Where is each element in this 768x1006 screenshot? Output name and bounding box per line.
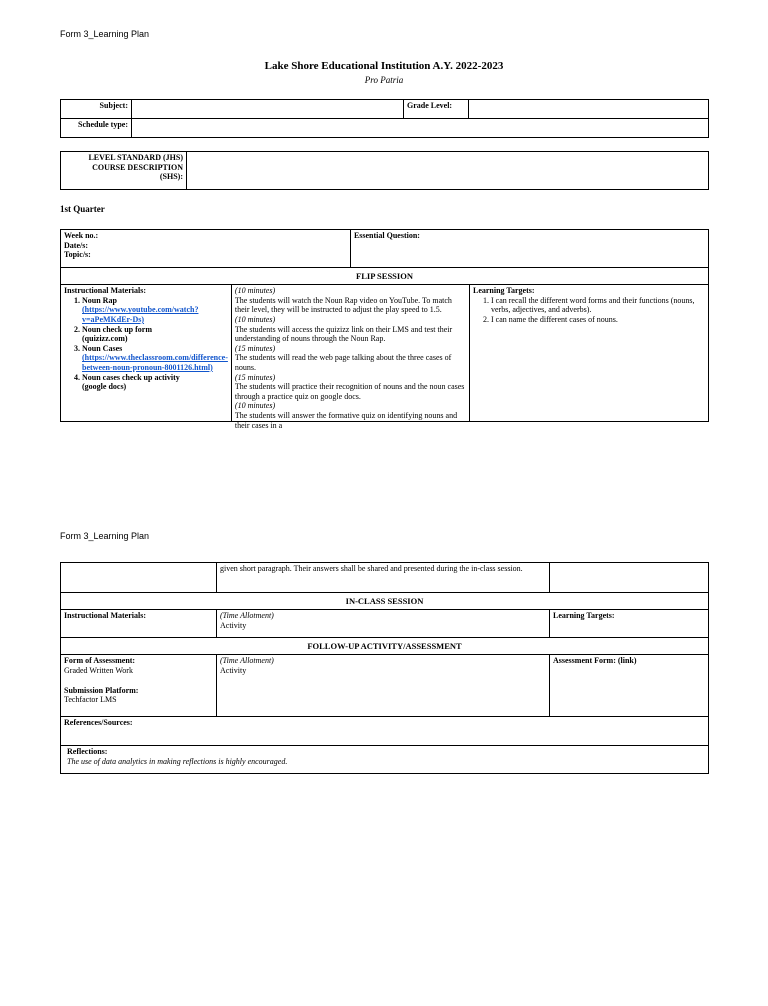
activity-text: The students will access the quizizz link on their LMS and test their understanding of nouns through the Noun Rap. bbox=[234, 324, 453, 344]
time-allotment: (Time Allotment) bbox=[220, 611, 274, 621]
activity-label: Activity bbox=[220, 665, 247, 675]
reflections-cell bbox=[61, 746, 709, 774]
learning-targets-cell bbox=[469, 285, 708, 422]
material-link-text: (quizizz.com) bbox=[82, 334, 128, 344]
activity-time: (15 minutes) bbox=[234, 343, 276, 353]
course-description-line: COURSE DESCRIPTION bbox=[92, 162, 183, 172]
subject-field[interactable] bbox=[132, 100, 404, 119]
activity-time: (15 minutes) bbox=[234, 372, 276, 382]
in-class-table bbox=[60, 562, 709, 774]
motto: Pro Patria bbox=[364, 75, 404, 85]
essential-question-label: Essential Question: bbox=[350, 230, 708, 268]
form-of-assessment-label: Form of Assessment: bbox=[64, 656, 136, 666]
grade-level-field[interactable] bbox=[469, 100, 709, 119]
week-no-label: Week no.: bbox=[64, 231, 99, 240]
learning-targets-label: Learning Targets: bbox=[550, 610, 709, 638]
quarter-label: 1st Quarter bbox=[60, 204, 105, 214]
learning-targets-list bbox=[473, 296, 705, 325]
activity-text: The students will read the web page talking about the three cases of nouns. bbox=[234, 353, 452, 372]
follow-up-heading: FOLLOW-UP ACTIVITY/ASSESSMENT bbox=[61, 638, 709, 655]
activity-time: (10 minutes) bbox=[234, 401, 276, 411]
material-item: 2. Noun check up form (quizizz.com) bbox=[82, 325, 228, 344]
references-label: References/Sources: bbox=[61, 717, 709, 746]
form-header-page-2: Form 3_Learning Plan bbox=[60, 531, 150, 541]
grade-level-label: Grade Level: bbox=[404, 100, 469, 119]
activity-text: The students will practice their recognition of nouns and the noun cases through a practice quiz on google docs. bbox=[234, 382, 465, 401]
assessment-info-cell bbox=[61, 655, 217, 717]
activity-time: (10 minutes) bbox=[234, 286, 276, 296]
activity-time: (10 minutes) bbox=[234, 314, 276, 324]
week-info-cell bbox=[61, 230, 351, 268]
material-link[interactable]: (https://www.theclassroom.com/difference-between-noun-pronoun-8001126.html) bbox=[82, 353, 228, 372]
follow-up-activity-cell bbox=[217, 655, 550, 717]
continued-materials-cell bbox=[61, 563, 217, 593]
submission-platform-value: Techfactor LMS bbox=[64, 695, 117, 705]
material-item: 4. Noun cases check up activity (google docs) bbox=[82, 373, 228, 392]
material-item: 3. Noun Cases (https://www.theclassroom.com/difference-between-noun-pronoun-8001126.html) bbox=[82, 344, 228, 373]
submission-platform-label: Submission Platform: bbox=[64, 685, 139, 695]
dates-label: Date/s: bbox=[64, 240, 88, 250]
level-standard-line: LEVEL STANDARD (JHS) bbox=[88, 153, 183, 162]
material-link[interactable]: (https://www.youtube.com/watch?v=aPeMKdEr-Ds) bbox=[82, 305, 199, 324]
flip-session-table bbox=[60, 229, 709, 430]
activity-text: The students will watch the Noun Rap video on YouTube. To match their level, they will be instructed to adjust the play speed to 1.5. bbox=[234, 295, 452, 315]
level-standard-label bbox=[61, 152, 187, 190]
instructional-materials-label: Instructional Materials: bbox=[64, 286, 146, 296]
in-class-activity-cell bbox=[217, 610, 550, 638]
institution-title: Lake Shore Educational Institution A.Y. 2022-2023 bbox=[264, 60, 504, 72]
form-of-assessment-value: Graded Written Work bbox=[64, 665, 133, 675]
material-link-text: (google docs) bbox=[82, 382, 127, 392]
assessment-form-label: Assessment Form: (link) bbox=[550, 655, 709, 717]
level-standard-table bbox=[60, 151, 709, 190]
learning-target-item: 1. I can recall the different word forms and their functions (nouns, verbs, adjectives, and adverbs). bbox=[491, 296, 705, 315]
schedule-type-field[interactable] bbox=[132, 119, 709, 138]
flip-session-heading: FLIP SESSION bbox=[61, 268, 709, 285]
reflections-label: Reflections: bbox=[67, 747, 108, 757]
instructional-materials-label: Instructional Materials: bbox=[61, 610, 217, 638]
subject-table bbox=[60, 99, 709, 138]
level-standard-field[interactable] bbox=[187, 152, 709, 190]
continued-targets-cell bbox=[550, 563, 709, 593]
in-class-heading: IN-CLASS SESSION bbox=[61, 593, 709, 610]
shs-line: (SHS): bbox=[159, 172, 183, 182]
continued-activity-cell: given short paragraph. Their answers shall be shared and presented during the in-class session. bbox=[217, 563, 550, 593]
reflections-note: The use of data analytics in making reflections is highly encouraged. bbox=[67, 756, 288, 766]
instructional-materials-cell bbox=[61, 285, 232, 422]
activities-cell bbox=[231, 285, 469, 430]
material-item: 1. Noun Rap (https://www.youtube.com/watch?v=aPeMKdEr-Ds) bbox=[82, 296, 228, 325]
schedule-type-label: Schedule type: bbox=[61, 119, 132, 138]
form-header: Form 3_Learning Plan bbox=[60, 29, 150, 39]
subject-label: Subject: bbox=[61, 100, 132, 119]
learning-target-item: 2. I can name the different cases of nouns. bbox=[491, 315, 705, 325]
time-allotment: (Time Allotment) bbox=[220, 656, 274, 666]
materials-list bbox=[64, 296, 228, 392]
activity-label: Activity bbox=[220, 620, 247, 630]
topics-label: Topic/s: bbox=[64, 250, 91, 260]
learning-targets-label: Learning Targets: bbox=[472, 286, 535, 296]
activity-text: The students will answer the formative quiz on identifying nouns and their cases in a bbox=[234, 410, 458, 430]
